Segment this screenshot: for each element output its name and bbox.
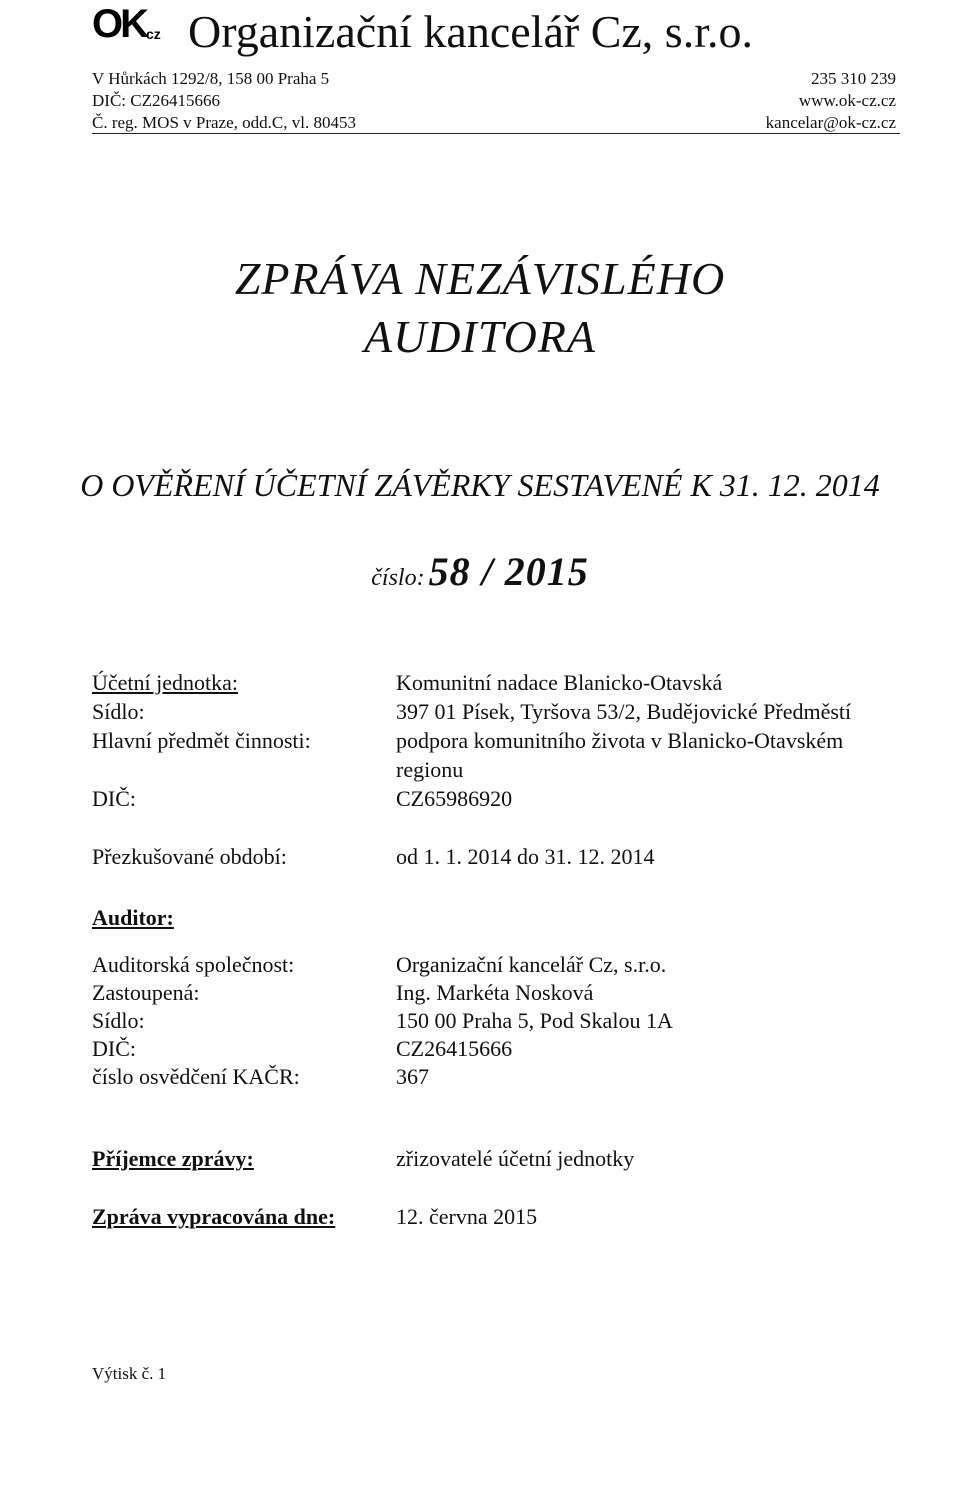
- auditor-seat-label: Sídlo:: [92, 1008, 145, 1033]
- auditor-represented-label: Zastoupená:: [92, 980, 200, 1005]
- auditor-cert-label: číslo osvědčení KAČR:: [92, 1064, 300, 1089]
- header-address: V Hůrkách 1292/8, 158 00 Praha 5: [92, 69, 330, 88]
- report-number-value: 58 / 2015: [428, 549, 589, 594]
- entity-dic-label: DIČ:: [92, 786, 136, 811]
- entity-activity-label: Hlavní předmět činnosti:: [92, 728, 311, 753]
- logo-suffix: cz: [146, 26, 161, 42]
- auditor-company-label: Auditorská společnost:: [92, 952, 295, 977]
- report-title-line2: AUDITORA: [363, 311, 597, 362]
- copy-number: Výtisk č. 1: [92, 1364, 167, 1383]
- entity-period-label: Přezkušované období:: [92, 844, 287, 869]
- entity-activity-line1: podpora komunitního života v Blanicko-Otavském: [396, 728, 844, 753]
- report-number-label: číslo:: [371, 565, 425, 591]
- auditor-cert: 367: [396, 1064, 429, 1089]
- entity-dic: CZ65986920: [396, 786, 513, 811]
- header-dic: DIČ: CZ26415666: [92, 91, 220, 110]
- header-right: [596, 68, 896, 134]
- auditor-represented: Ing. Markéta Nosková: [396, 980, 594, 1005]
- report-subtitle: O OVĚŘENÍ ÚČETNÍ ZÁVĚRKY SESTAVENÉ K 31. 12. 2014: [80, 467, 880, 503]
- header-phone: 235 310 239: [811, 69, 896, 88]
- logo-mark: OK: [92, 2, 146, 46]
- report-date-label: Zpráva vypracována dne:: [92, 1204, 336, 1229]
- entity-activity-line2: regionu: [396, 757, 464, 782]
- entity-seat-label: Sídlo:: [92, 699, 145, 724]
- company-logo: [92, 2, 161, 47]
- auditor-company: Organizační kancelář Cz, s.r.o.: [396, 952, 667, 977]
- report-title-line1: ZPRÁVA NEZÁVISLÉHO: [234, 253, 726, 304]
- header-rule: [92, 133, 900, 134]
- auditor-seat: 150 00 Praha 5, Pod Skalou 1A: [396, 1008, 673, 1033]
- report-date: 12. června 2015: [396, 1204, 538, 1229]
- company-name: Organizační kancelář Cz, s.r.o.: [188, 6, 753, 57]
- entity-name: Komunitní nadace Blanicko-Otavská: [396, 670, 723, 695]
- recipient: zřizovatelé účetní jednotky: [396, 1146, 635, 1171]
- report-title: [0, 250, 960, 366]
- recipient-label: Příjemce zprávy:: [92, 1146, 254, 1171]
- header-email: kancelar@ok-cz.cz: [765, 113, 896, 132]
- auditor-heading: Auditor:: [92, 905, 174, 930]
- report-number: [0, 548, 960, 595]
- header-left: [92, 68, 356, 134]
- entity-period: od 1. 1. 2014 do 31. 12. 2014: [396, 844, 655, 869]
- header-web: www.ok-cz.cz: [798, 91, 896, 110]
- header-registration: Č. reg. MOS v Praze, odd.C, vl. 80453: [92, 113, 356, 132]
- entity-seat: 397 01 Písek, Tyršova 53/2, Budějovické Předměstí: [396, 699, 852, 724]
- entity-heading: Účetní jednotka:: [92, 670, 239, 695]
- auditor-dic: CZ26415666: [396, 1036, 513, 1061]
- auditor-dic-label: DIČ:: [92, 1036, 136, 1061]
